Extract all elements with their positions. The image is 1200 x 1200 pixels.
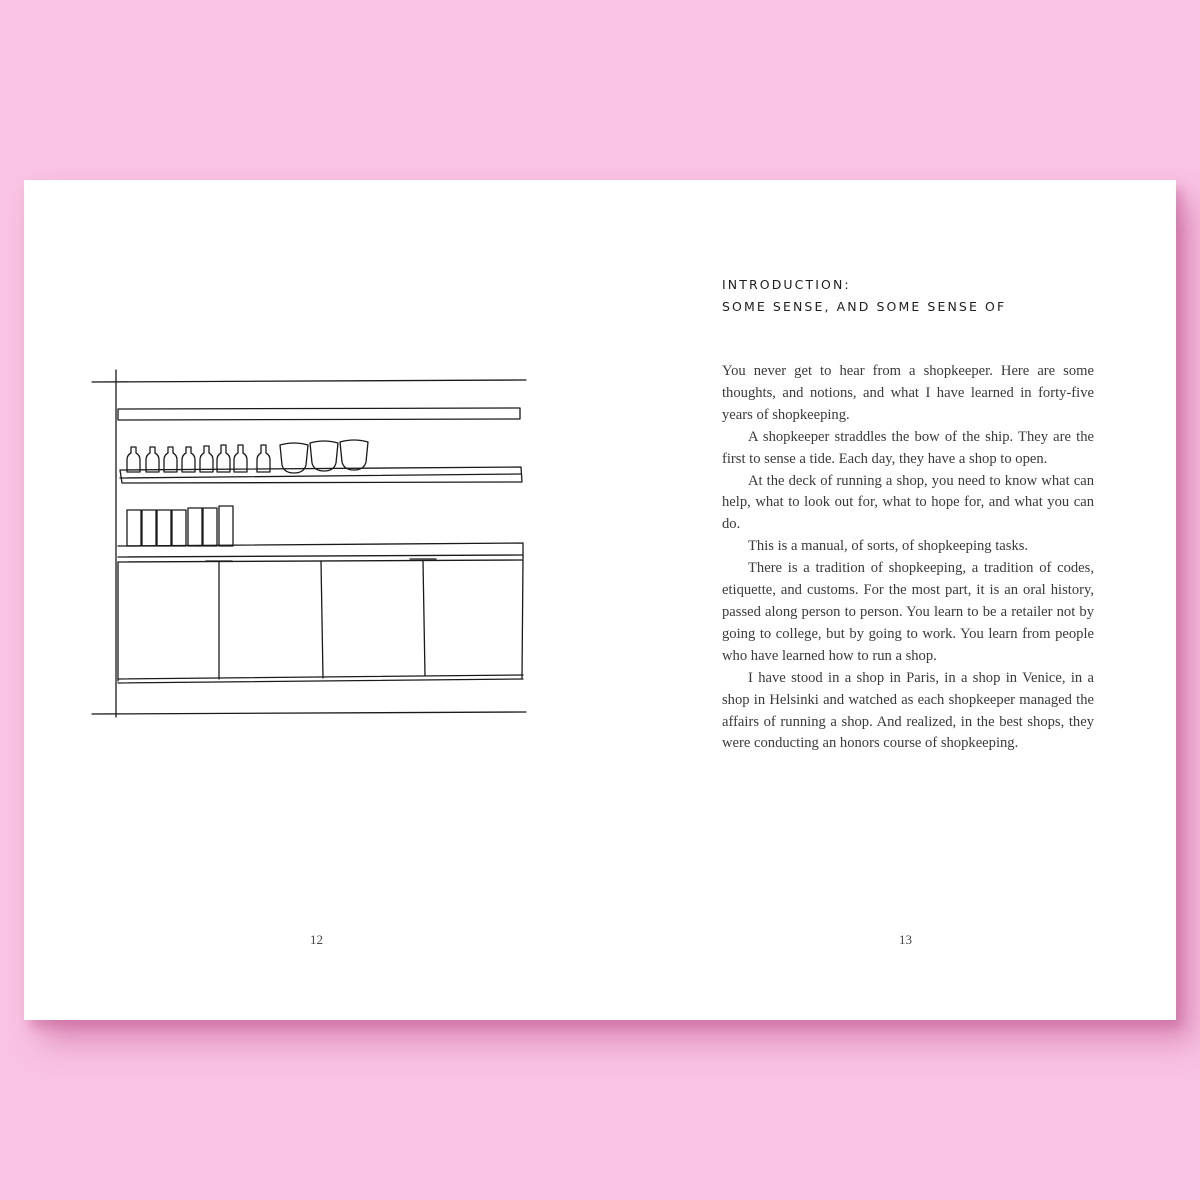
chapter-heading — [722, 274, 1006, 318]
left-page — [24, 180, 600, 1020]
boxes-group — [127, 506, 233, 546]
paragraph-1: You never get to hear from a shopkeeper. Here are some thoughts, and notions, and what I have learned in forty-five years of shopkeeping. — [722, 363, 1094, 423]
paragraph-5: There is a tradition of shopkeeping, a tradition of codes, etiquette, and customs. For the most part, it is an oral history, passed along person to person. You learn to be a retailer not by going to college, but by going to work. You learn from people who have learned how to run a shop. — [722, 560, 1094, 664]
floor-line — [92, 712, 526, 714]
page-number-left: 12 — [310, 932, 323, 947]
body-text — [722, 361, 1094, 755]
chapter-heading-line-2: SOME SENSE, AND SOME SENSE OF — [722, 299, 1007, 314]
book-spread — [24, 180, 1176, 1020]
paragraph-4: This is a manual, of sorts, of shopkeeping tasks. — [748, 538, 1029, 555]
paragraph-2: A shopkeeper straddles the bow of the ship. They are the first to sense a tide. Each day, they have a shop to open. — [722, 428, 1094, 467]
paragraph-6: I have stood in a shop in Paris, in a shop in Venice, in a shop in Helsinki and watched as each shopkeeper managed the affairs of running a shop. And realized, in the best shops, they were conducting an honors course of shopkeeping. — [722, 669, 1094, 752]
shop-shelving-illustration — [90, 365, 560, 725]
paragraph-3: At the deck of running a shop, you need to know what can help, what to look out for, what to hope for, and what you can do. — [722, 472, 1094, 533]
page-number-right: 13 — [899, 932, 912, 947]
top-wall-line — [92, 380, 526, 382]
right-page — [600, 180, 1176, 1020]
chapter-heading-line-1: INTRODUCTION: — [722, 277, 851, 292]
bottles-group — [127, 445, 270, 472]
